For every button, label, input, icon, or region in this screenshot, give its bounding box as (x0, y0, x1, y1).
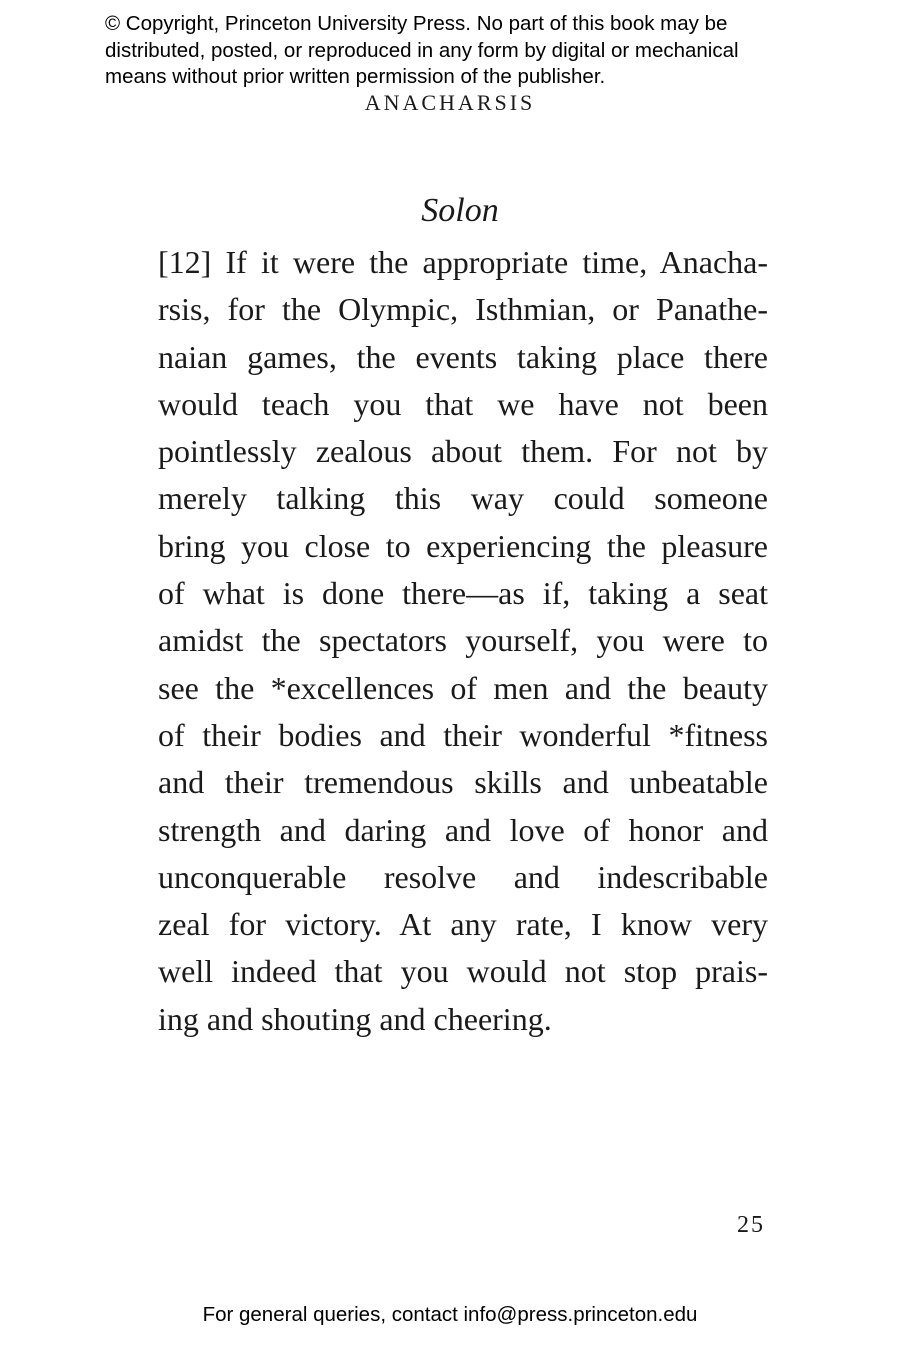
passage-line: ing and shouting and cheering. (158, 1000, 552, 1037)
copyright-line: distributed, posted, or reproduced in any form by digital or mechanical (105, 38, 739, 62)
passage-line: of their bodies and their wonderful *fitness (158, 716, 768, 753)
passage-line: merely talking this way could someone (158, 480, 768, 517)
running-head: ANACHARSIS (364, 90, 536, 115)
copyright-line: © Copyright, Princeton University Press. No part of this book may be (105, 12, 728, 35)
passage-line: of what is done there—as if, taking a seat (158, 575, 768, 612)
passage-line: and their tremendous skills and unbeatable (158, 764, 768, 801)
passage-line: would teach you that we have not been (158, 385, 768, 422)
copyright-line: means without prior written permission of the publisher. (105, 65, 606, 88)
speaker-name: Solon (421, 192, 499, 229)
footer-contact: For general queries, contact info@press.princeton.edu (202, 1303, 698, 1326)
passage-line: [12] If it were the appropriate time, Anacha- (158, 244, 768, 280)
passage-line: amidst the spectators yourself, you were to (158, 622, 768, 659)
passage-line: bring you close to experiencing the pleasure (158, 527, 768, 564)
passage-text (158, 239, 768, 1043)
passage-line: strength and daring and love of honor and (158, 811, 768, 848)
passage-line: zeal for victory. At any rate, I know very (158, 906, 768, 943)
passage-line: rsis, for the Olympic, Isthmian, or Panathe- (158, 291, 768, 328)
passage-line: see the *excellences of men and the beauty (158, 669, 768, 706)
passage-line: well indeed that you would not stop prais- (158, 953, 768, 990)
passage-line: pointlessly zealous about them. For not by (158, 433, 768, 470)
passage-line: unconquerable resolve and indescribable (158, 858, 768, 895)
passage-line: naian games, the events taking place there (158, 338, 768, 375)
page-number: 25 (737, 1212, 765, 1238)
copyright-notice (105, 11, 825, 91)
